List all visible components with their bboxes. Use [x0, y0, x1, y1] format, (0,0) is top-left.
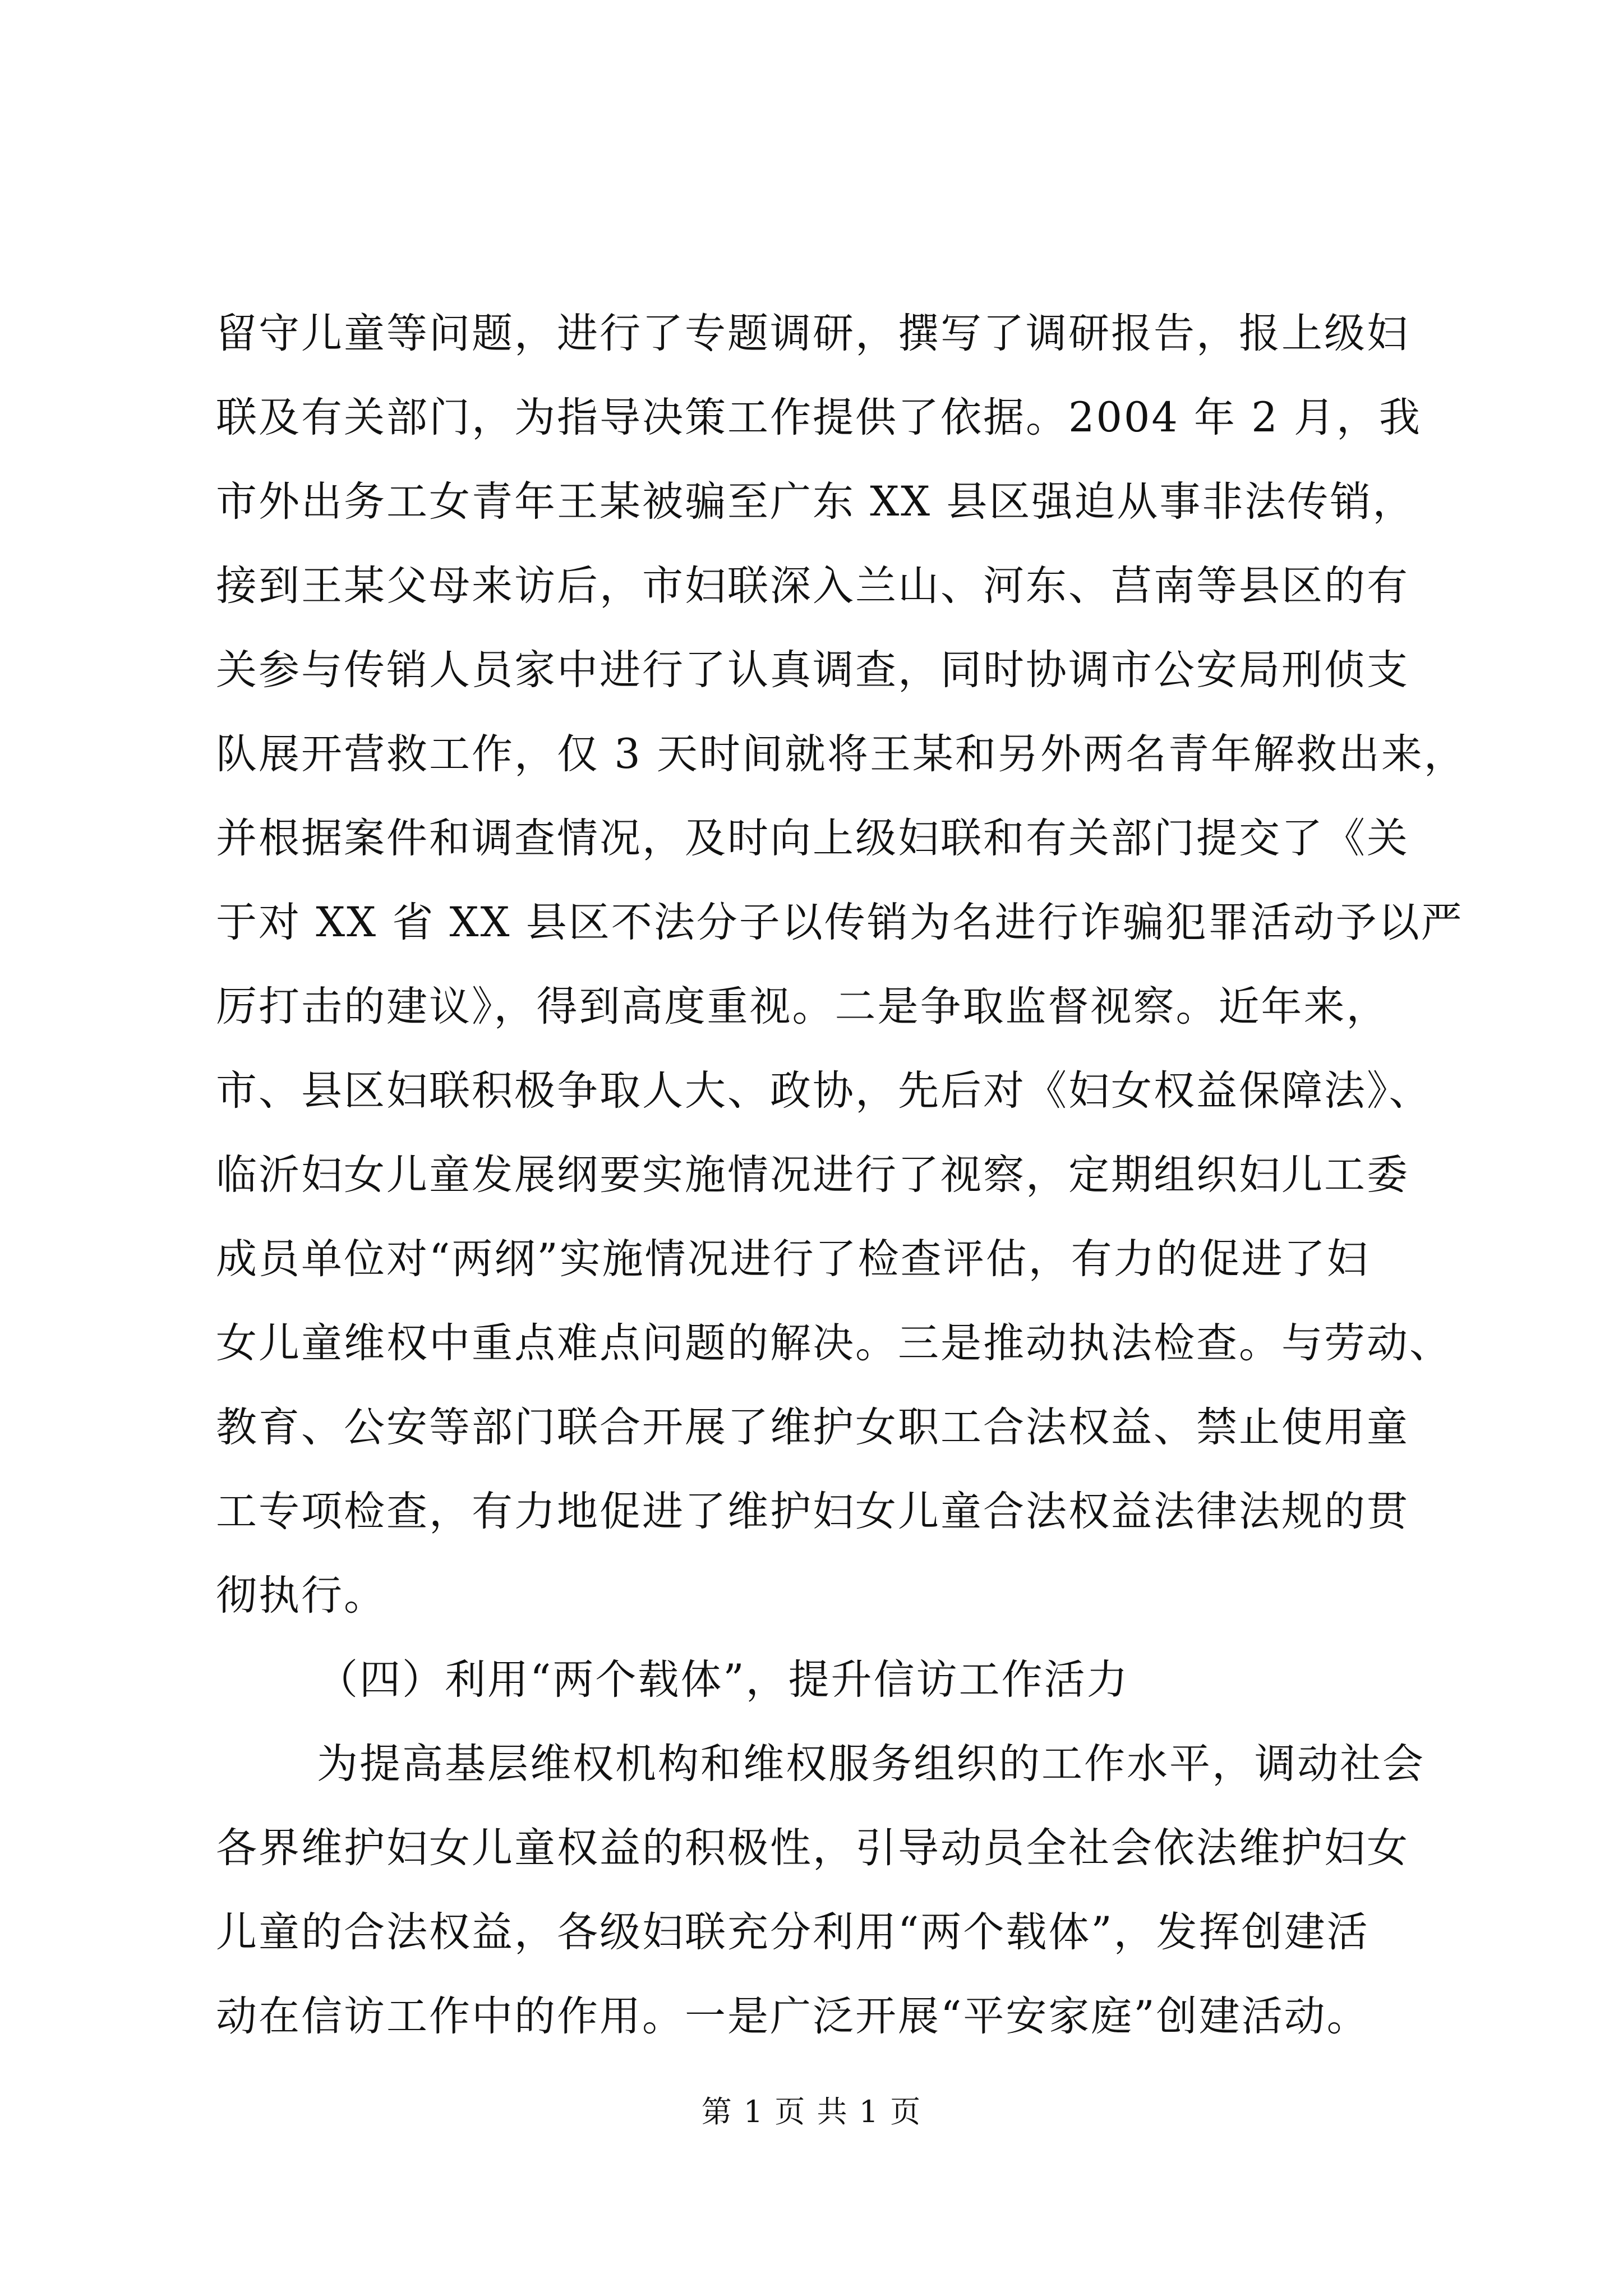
text-line: 并根据案件和调查情况，及时向上级妇联和有关部门提交了《关 [216, 815, 1409, 862]
text-line: 联及有关部门，为指导决策工作提供了依据。2004 年 2 月，我 [216, 394, 1422, 441]
text-line: 留守儿童等问题，进行了专题调研，撰写了调研报告，报上级妇 [216, 310, 1409, 357]
section-heading: （四）利用“两个载体”，提升信访工作活力 [317, 1656, 1129, 1704]
text-line: 于对 XX 省 XX 县区不法分子以传销为名进行诈骗犯罪活动予以严 [216, 899, 1464, 946]
text-line: 女儿童维权中重点难点问题的解决。三是推动执法检查。与劳动、 [216, 1319, 1452, 1367]
text-line: 彻执行。 [216, 1572, 386, 1619]
text-line: 各界维护妇女儿童权益的积极性，引导动员全社会依法维护妇女 [216, 1824, 1409, 1872]
text-line: 儿童的合法权益，各级妇联充分利用“两个载体”，发挥创建活 [216, 1908, 1370, 1956]
page-number: 第 1 页 共 1 页 [701, 2094, 922, 2129]
text-line: 队展开营救工作，仅 3 天时间就将王某和另外两名青年解救出来， [216, 730, 1467, 778]
document-body [216, 292, 1467, 2059]
text-line: 成员单位对“两纲”实施情况进行了检查评估，有力的促进了妇 [216, 1235, 1370, 1283]
text-line: 教育、公安等部门联合开展了维护女职工合法权益、禁止使用童 [216, 1404, 1409, 1451]
page-footer [0, 2092, 1623, 2132]
text-line: 市、县区妇联积极争取人大、政协，先后对《妇女权益保障法》、 [216, 1067, 1432, 1115]
text-line: 工专项检查，有力地促进了维护妇女儿童合法权益法律法规的贯 [216, 1488, 1409, 1535]
text-line: 厉打击的建议》，得到高度重视。二是争取监督视察。近年来， [216, 983, 1389, 1030]
text-line: 市外出务工女青年王某被骗至广东 XX 县区强迫从事非法传销， [216, 478, 1415, 526]
text-line: 动在信访工作中的作用。一是广泛开展“平安家庭”创建活动。 [216, 1993, 1370, 2040]
text-line: 临沂妇女儿童发展纲要实施情况进行了视察，定期组织妇儿工委 [216, 1151, 1409, 1199]
text-line: 为提高基层维权机构和维权服务组织的工作水平，调动社会 [317, 1740, 1425, 1788]
text-line: 接到王某父母来访后，市妇联深入兰山、河东、莒南等县区的有 [216, 562, 1409, 610]
text-line: 关参与传销人员家中进行了认真调查，同时协调市公安局刑侦支 [216, 646, 1409, 694]
